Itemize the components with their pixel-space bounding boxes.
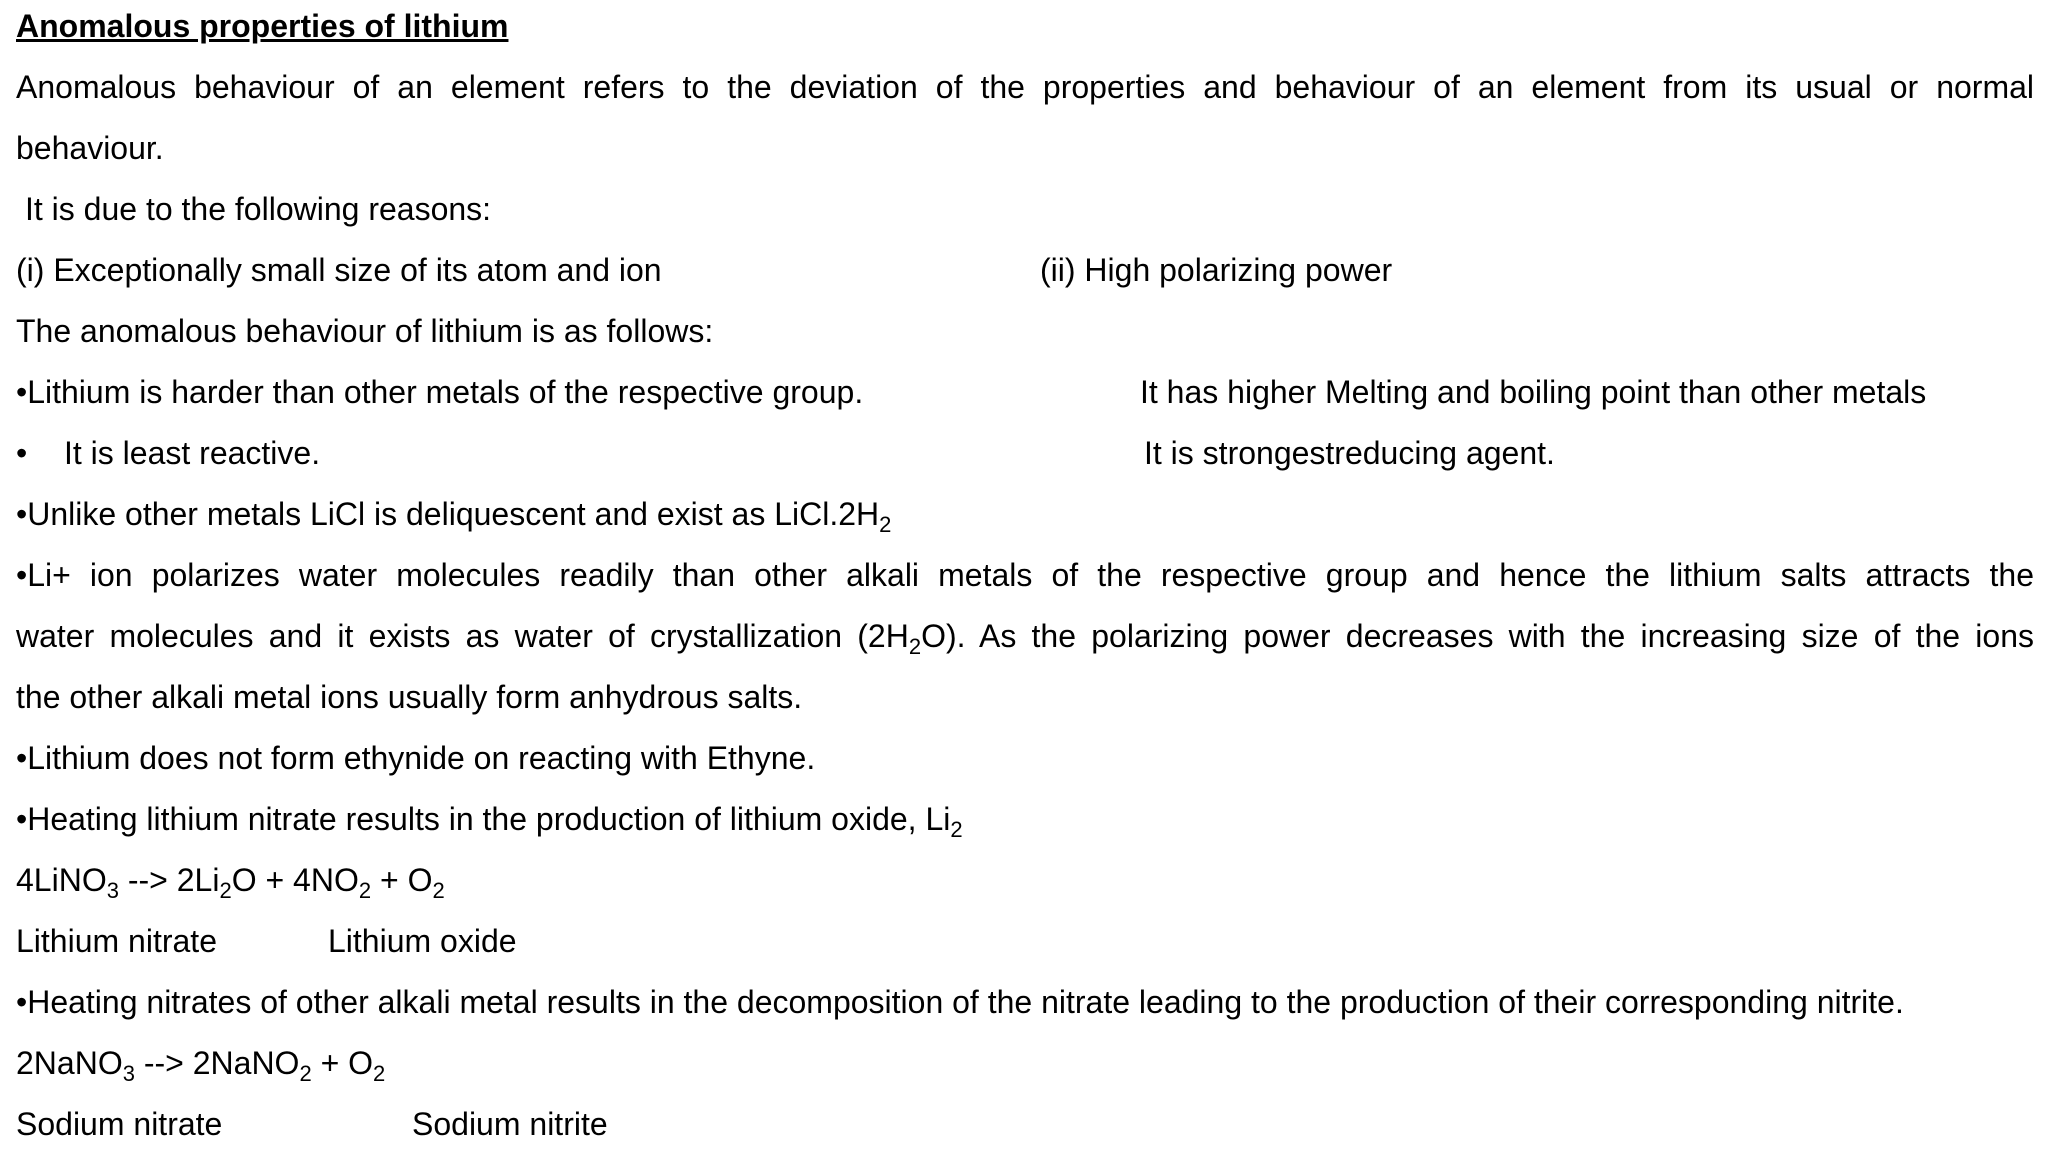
eq2-product-2: + O — [311, 1045, 374, 1081]
equation-1 — [16, 860, 445, 903]
point-6 — [16, 799, 963, 842]
eq2-reactant: 2NaNO — [16, 1045, 123, 1081]
title-text: Anomalous properties of lithium — [16, 8, 509, 44]
point-3 — [16, 494, 892, 537]
eq1-sub: 3 — [106, 878, 119, 903]
point-3-text: •Unlike other metals LiCl is deliquescent and exist as LiCl.2H — [16, 496, 880, 532]
point-2-text: It is least reactive. — [64, 435, 321, 471]
point-4-text-b: O). As the polarizing power decreases with the increasing size of the ions — [921, 618, 2034, 654]
point-2-right: It is strongestreducing agent. — [1144, 435, 1555, 471]
equation-1-label-right: Lithium oxide — [328, 923, 517, 959]
point-6-text: •Heating lithium nitrate results in the production of lithium oxide, Li — [16, 801, 951, 837]
reason-1: (i) Exceptionally small size of its atom and ion — [16, 252, 662, 288]
eq1-sub: 2 — [432, 878, 445, 903]
point-4-line-2 — [16, 616, 2034, 659]
point-3-sub: 2 — [879, 512, 892, 537]
equation-2-label-right: Sodium nitrite — [412, 1106, 608, 1142]
point-4-sub: 2 — [908, 634, 922, 659]
point-5: •Lithium does not form ethynide on reacting with Ethyne. — [16, 740, 816, 776]
eq1-product-3: + O — [371, 862, 433, 898]
equation-2-label-left: Sodium nitrate — [16, 1106, 223, 1142]
point-2-left — [16, 433, 320, 473]
point-1-right: It has higher Melting and boiling point than other metals — [1140, 374, 1927, 410]
eq1-reactant: 4LiNO — [16, 862, 107, 898]
follows-heading: The anomalous behaviour of lithium is as follows: — [16, 313, 714, 349]
point-4-line-1: •Li+ ion polarizes water molecules readily than other alkali metals of the respective group and hence the lithium salts attracts the — [16, 557, 2034, 593]
point-7: •Heating nitrates of other alkali metal results in the decomposition of the nitrate leading to the production of their corresponding nitrite. — [16, 984, 1904, 1020]
eq1-sub: 2 — [219, 878, 232, 903]
eq2-sub: 2 — [373, 1061, 386, 1086]
equation-2 — [16, 1043, 386, 1086]
bullet: • — [16, 435, 28, 471]
eq2-sub: 2 — [299, 1061, 312, 1086]
point-4-text-a: water molecules and it exists as water of crystallization (2H — [16, 618, 909, 654]
intro-line-2: behaviour. — [16, 130, 164, 166]
page-title — [16, 6, 508, 46]
intro-line-1: Anomalous behaviour of an element refers to the deviation of the properties and behaviour of an element from its usual or normal — [16, 69, 2034, 105]
eq1-sub: 2 — [358, 878, 372, 903]
eq1-product-2: O + 4NO — [231, 862, 359, 898]
reason-2: (ii) High polarizing power — [1040, 252, 1393, 288]
point-1-left: •Lithium is harder than other metals of the respective group. — [16, 374, 864, 410]
equation-1-label-left: Lithium nitrate — [16, 923, 217, 959]
eq2-arrow-product: --> 2NaNO — [134, 1045, 300, 1081]
eq2-sub: 3 — [122, 1061, 135, 1086]
point-6-sub: 2 — [950, 817, 963, 842]
point-4-line-3: the other alkali metal ions usually form anhydrous salts. — [16, 679, 803, 715]
reasons-intro: It is due to the following reasons: — [25, 191, 492, 227]
eq1-arrow-product: --> 2Li — [118, 862, 220, 898]
